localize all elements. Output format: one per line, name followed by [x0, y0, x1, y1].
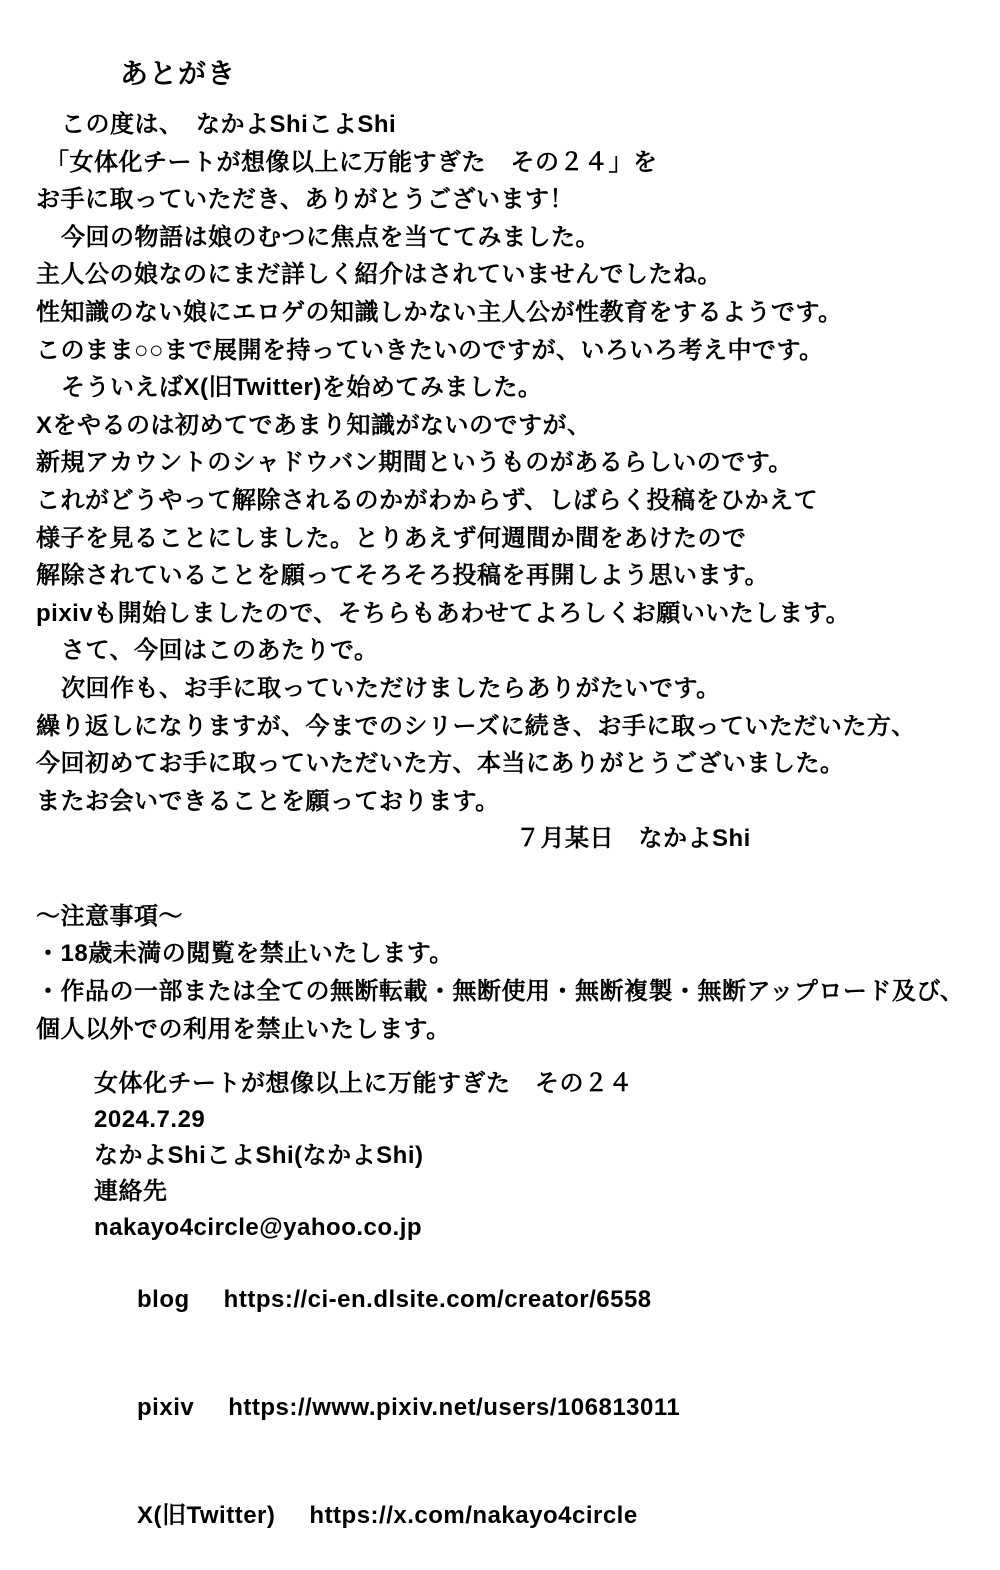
afterword-line: またお会いできることを願っております。: [36, 787, 500, 815]
afterword-line: 次回作も、お手に取っていただけましたらありがたいです。: [61, 674, 721, 702]
pixiv-link-line: [94, 1354, 972, 1462]
notice-item: 個人以外での利用を禁止いたします。: [36, 1015, 451, 1043]
afterword-line: Xをやるのは初めてであまり知識がないのですが、: [36, 411, 592, 439]
afterword-line: 新規アカウントのシャドウバン期間というものがあるらしいのです。: [36, 449, 793, 477]
afterword-line: 様子を見ることにしました。とりあえず何週間か間をあけたので: [36, 524, 747, 552]
notice-heading: 〜注意事項〜: [36, 902, 183, 930]
page-title: あとがき: [120, 57, 237, 90]
afterword-line: pixivも開始しましたので、そちらもあわせてよろしくお願いいたします。: [36, 599, 851, 627]
afterword-line: 「女体化チートが想像以上に万能すぎた その２４」を: [45, 148, 658, 176]
afterword-line: お手に取っていただき、ありがとうございます！: [36, 186, 575, 214]
notice-item: ・作品の一部または全ての無断転載・無断使用・無断複製・無断アップロード及び、: [36, 978, 965, 1006]
afterword-line: 今回の物語は娘のむつに焦点を当ててみました。: [61, 223, 600, 251]
afterword-line: これがどうやって解除されるのかがわからず、しばらく投稿をひかえて: [36, 486, 819, 514]
colophon-email: nakayo4circle@yahoo.co.jp: [94, 1214, 423, 1242]
afterword-line: さて、今回はこのあたりで。: [61, 637, 379, 665]
afterword-body: [36, 106, 972, 858]
afterword-line: このまま○○まで展開を持っていきたいのですが、いろいろ考え中です。: [36, 336, 824, 364]
x-twitter-link-line: [94, 1462, 972, 1570]
blog-link-label: blog: [137, 1286, 190, 1314]
afterword-line: 解除されていることを願ってそろそろ投稿を再開しよう思います。: [36, 562, 770, 590]
afterword-line: 繰り返しになりますが、今までのシリーズに続き、お手に取っていただいた方、: [36, 712, 916, 740]
colophon-date: 2024.7.29: [94, 1106, 206, 1134]
blog-link-url: https://ci-en.dlsite.com/creator/6558: [223, 1286, 652, 1314]
pixiv-link-url: https://www.pixiv.net/users/106813011: [228, 1394, 681, 1422]
x-twitter-link-label: X(旧Twitter): [137, 1502, 276, 1530]
afterword-line: 主人公の娘なのにまだ詳しく紹介はされていませんでしたね。: [36, 261, 722, 289]
afterword-line: 今回初めてお手に取っていただいた方、本当にありがとうございました。: [36, 750, 845, 778]
notice-item: ・18歳未満の閲覧を禁止いたします。: [36, 940, 454, 968]
afterword-line: そういえばX(旧Twitter)を始めてみました。: [61, 374, 543, 402]
afterword-line: この度は、 なかよShiこよShi: [61, 111, 397, 138]
x-twitter-link-url: https://x.com/nakayo4circle: [309, 1502, 638, 1530]
signature-line: ７月某日 なかよShi: [516, 825, 751, 853]
colophon-contact-label: 連絡先: [94, 1178, 168, 1206]
colophon-section: [94, 1066, 972, 1570]
afterword-line: 性知識のない娘にエロゲの知識しかない主人公が性教育をするようです。: [36, 298, 843, 326]
colophon-author: なかよShiこよShi(なかよShi): [94, 1142, 424, 1170]
colophon-title: 女体化チートが想像以上に万能すぎた その２４: [94, 1070, 633, 1098]
pixiv-link-label: pixiv: [137, 1394, 195, 1422]
blog-link-line: [94, 1246, 972, 1354]
notice-section: [36, 898, 972, 1048]
